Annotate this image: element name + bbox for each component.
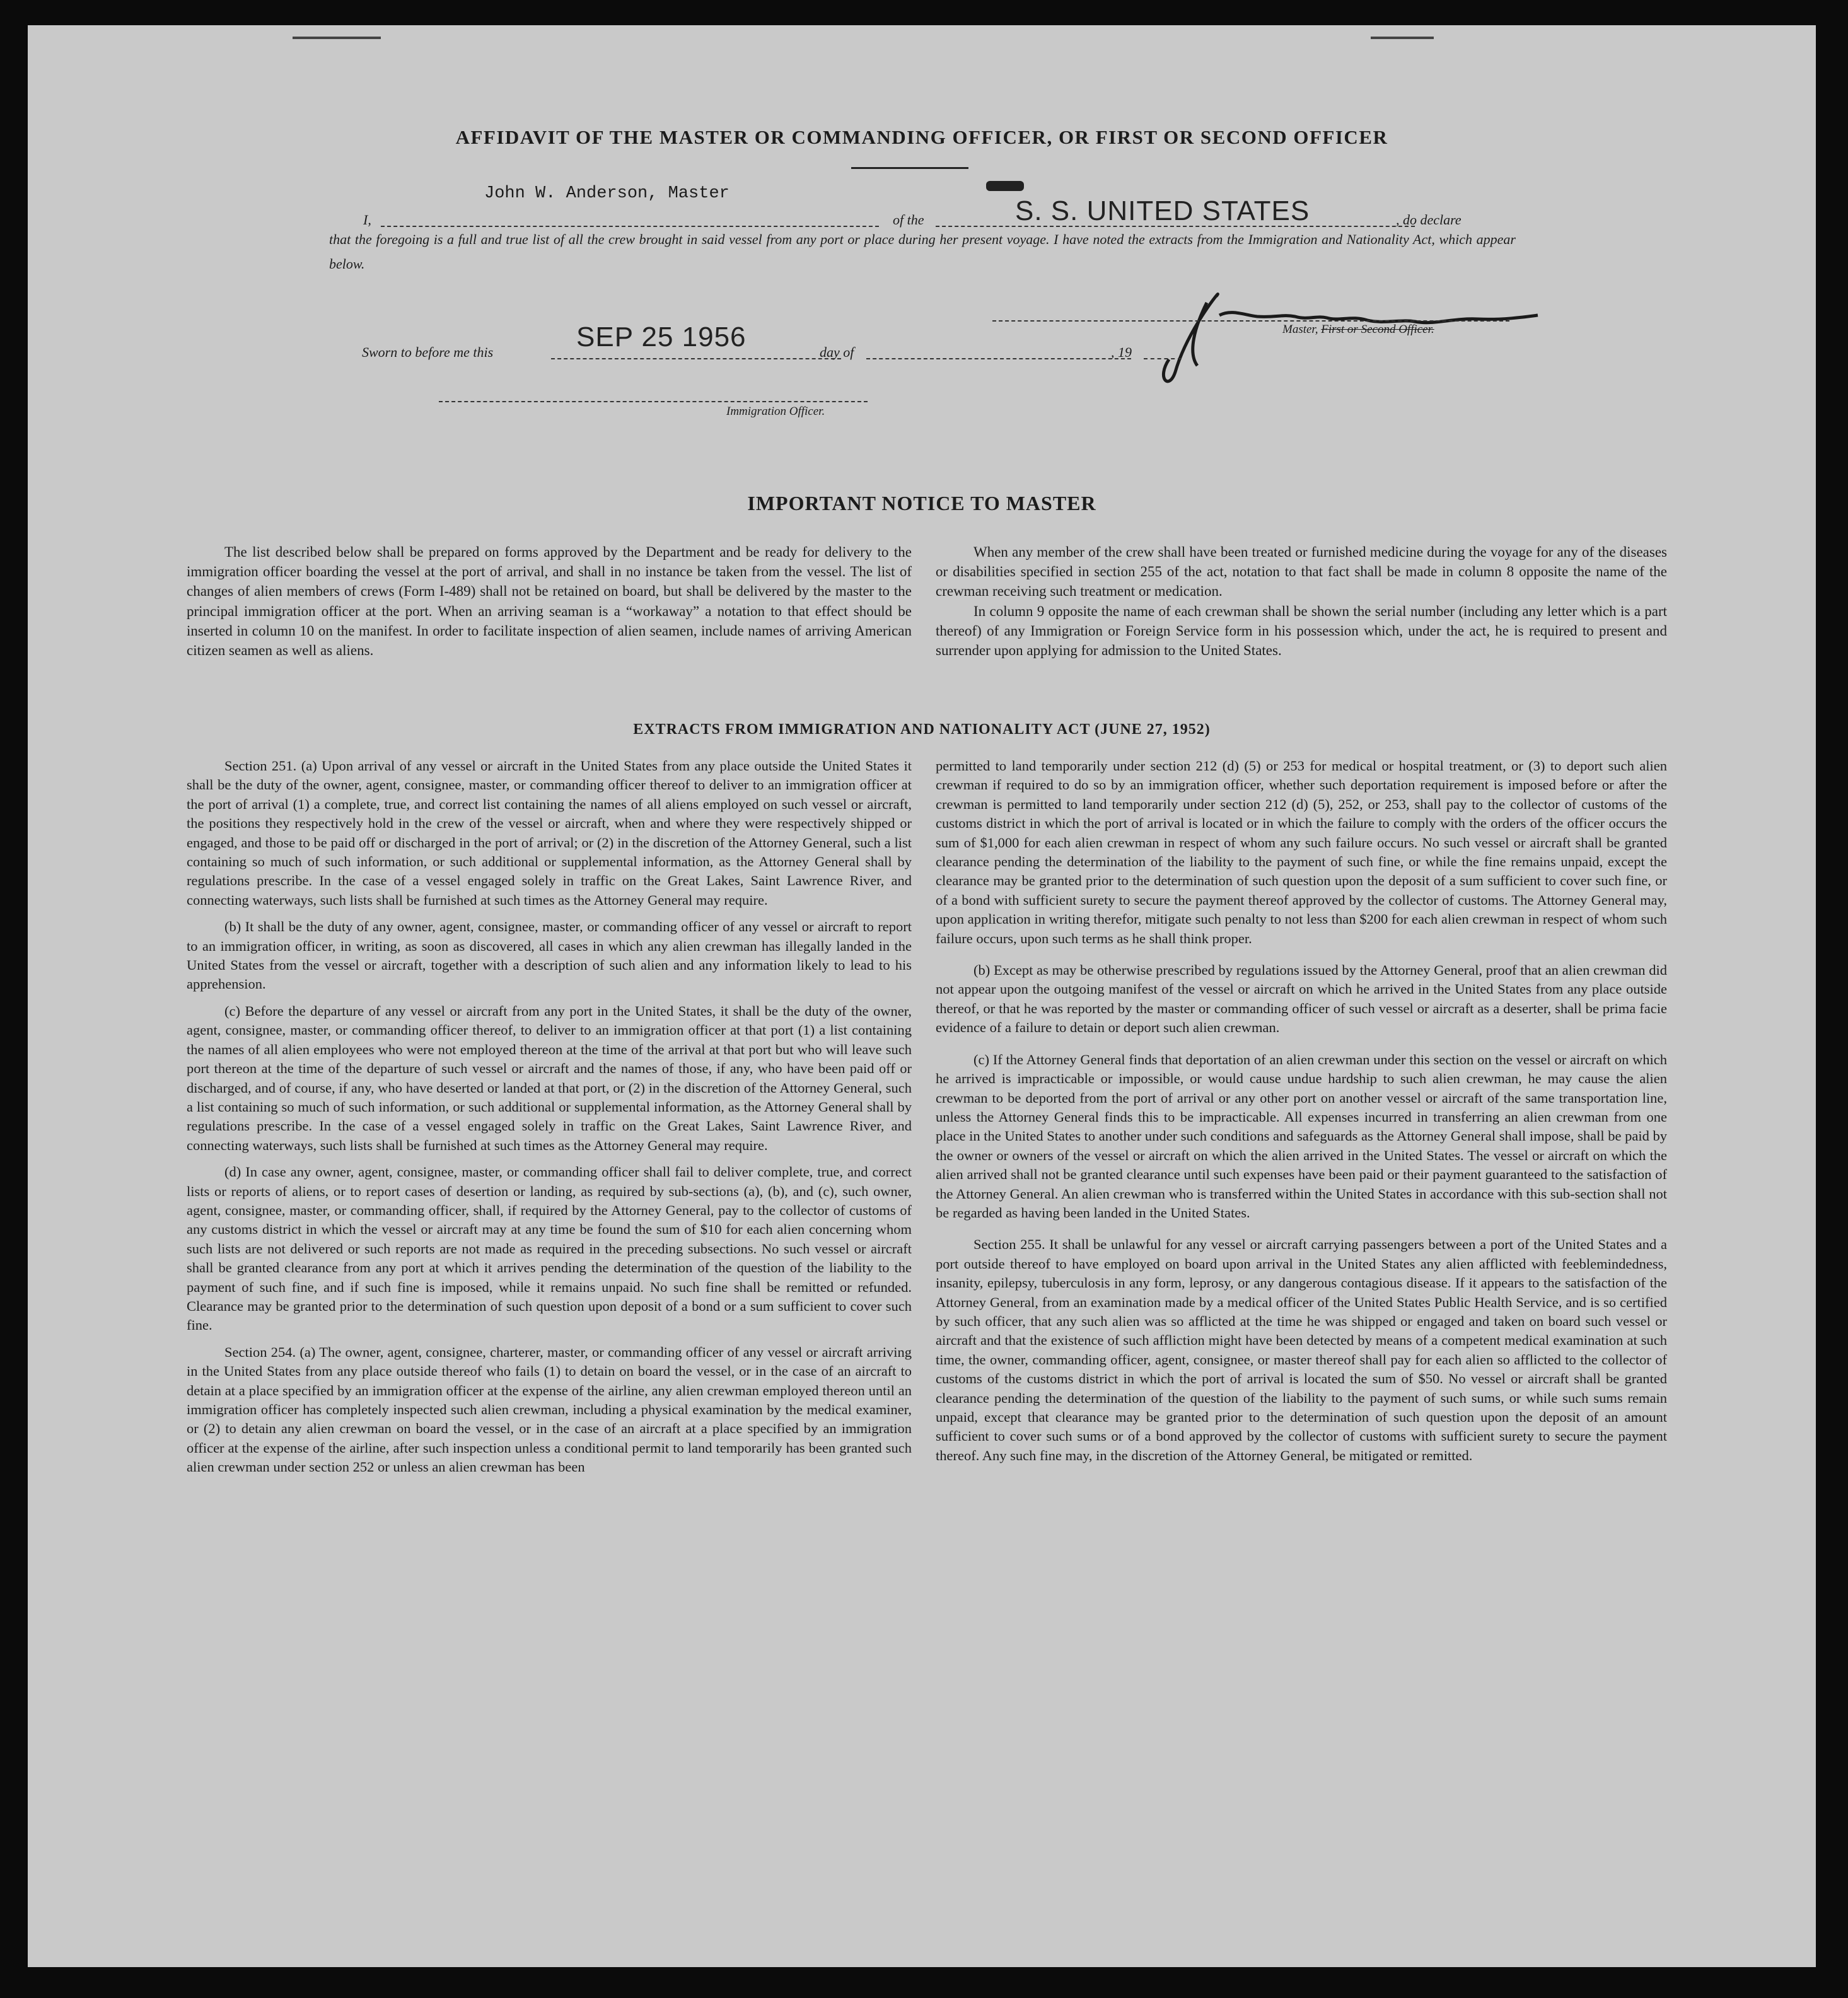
section-254b: (b) Except as may be otherwise prescribed by regulations issued by the Attorney General, proof that an alien crewman did not appear upon the outgoing manifest of the vessel or aircraft on which he arrived in the United States from any place outside thereof, or that he was reported by the master or commanding officer of such vessel or aircraft as a deserter, shall be prima facie evidence of a failure to detain or deport such alien crewman. — [936, 962, 1667, 1036]
section-255: Section 255. It shall be unlawful for any vessel or aircraft carrying passengers between a port of the United States and a port outside thereof to have employed on board upon arrival in the United States any alien afflicted with feeblemindedness, insanity, epilepsy, tuberculosis in any form, leprosy, or any dangerous contagious disease. If it appears to the satisfaction of the Attorney General, from an examination made by a medical officer of the United States Public Health Service, and is so certified by such officer, that any such alien was so afflicted at the time he was shipped or engaged and taken on board such vessel or aircraft and that the existence of such affliction might have been detected by means of a competent medical examination at such time, the owner, commanding officer, agent, consignee, or master thereof shall pay for each alien so afflicted to the collector of customs of the customs district in which the port of arrival is located the sum of $50. No vessel or aircraft shall be granted clearance pending the determination of the question of the liability to the payment of such sums, or while such sums remain unpaid, except that clearance may be granted prior to the determination of such question upon the deposit of an amount sufficient to cover such sums or of a bond approved by the collector of customs with sufficient surety to secure the payment thereof. Any such fine may, in the discretion of the Attorney General, be mitigated or remitted. — [936, 1236, 1667, 1463]
year-label: , 19 — [1111, 344, 1132, 360]
notice-paragraph: The list described below shall be prepared on forms approved by the Department and be ready for delivery to the immigration officer boarding the vessel at the port of arrival, and shall in no instance be taken from the vessel. The list of changes of alien members of crews (Form I-489) shall not be retained on board, but shall be delivered by the master to the principal immigration officer at the port. When an arriving seaman is a “workaway” a notation to that effect should be inserted in column 10 on the manifest. In order to facilitate inspection of alien seamen, include names of arriving American citizen seamen as well as aliens. — [187, 544, 912, 659]
sworn-date-line — [551, 358, 841, 359]
sworn-label: Sworn to before me this — [362, 344, 494, 360]
scan-artifact — [1371, 37, 1434, 39]
officer-signature-line — [439, 401, 868, 402]
day-of-label: day of — [820, 344, 854, 360]
section-254a: Section 254. (a) The owner, agent, consignee, charterer, master, or commanding officer of any vessel or aircraft arriving in the United States from any place outside thereof who fails (1) to detain on board the vessel, or in the case of an aircraft to detain at a place specified by an immigration officer at the expense of the airline, any alien crewman employed thereon until an immigration officer has completely inspected such alien crewman, including a physical examination by the medical examiner, or (2) to detain any alien crewman on board the vessel, or in the case of an aircraft at a place specified by an immigration officer at the expense of the airline, after such inspection unless a conditional permit to land temporarily has been granted such alien crewman under section 252 or unless an alien crewman has been — [187, 1344, 912, 1475]
notice-left-column — [187, 542, 912, 660]
immigration-officer-label: Immigration Officer. — [726, 405, 825, 418]
extracts-right-column — [936, 757, 1667, 1473]
notice-paragraph: In column 9 opposite the name of each crewman shall be shown the serial number (including any letter which is a part thereof) of any Immigration or Foreign Service form in his possession which, under the act, he is required to present and surrender upon applying for admission to the United States. — [936, 603, 1667, 659]
redaction-mark — [986, 181, 1024, 191]
typed-name: John W. Anderson, Master — [484, 184, 729, 203]
section-254a-continued: permitted to land temporarily under section 212 (d) (5) or 253 for medical or hospital treatment, or (3) to deport such alien crewman if required to do so by an immigration officer, whether such deportation requirement is imposed before or after the crewman is permitted to land temporarily under section 212 (d) (5), 252, or 253, shall pay to the collector of customs of the customs district in which the port of arrival is located or in which the failure to comply with the orders of the officer occurs the sum of $1,000 for each alien crewman in respect of whom any such failure occurs. No such vessel or aircraft shall be granted clearance pending the determination of the liability to the payment of such fine, or while the fine remains unpaid, except the clearance may be granted prior to the determination of such question upon the deposit of a sum sufficient to cover such fine, or of a bond with sufficient surety to secure the payment thereof approved by the collector of customs. The Attorney General may, upon application in writing therefor, mitigate such penalty to not less than $200 for each alien crewman in respect of whom such failure occurs, upon such terms as he shall think proper. — [936, 758, 1667, 946]
i-label: I, — [363, 212, 371, 228]
signature-line — [992, 320, 1509, 322]
date-stamp: SEP 25 1956 — [576, 322, 747, 352]
extracts-left-column — [187, 757, 912, 1485]
year-line — [1144, 358, 1182, 359]
do-declare-label: , do declare — [1396, 212, 1462, 228]
notice-paragraph: When any member of the crew shall have been treated or furnished medicine during the voyage for any of the diseases or disabilities specified in section 255 of the act, notation to that fact shall be made in column 8 opposite the name of the crewman receiving such treatment or medication. — [936, 544, 1667, 600]
affidavit-title: AFFIDAVIT OF THE MASTER OR COMMANDING OFFICER, OR FIRST OR SECOND OFFICER — [455, 126, 1388, 148]
scan-artifact — [293, 37, 381, 39]
vessel-stamp: S. S. UNITED STATES — [1015, 195, 1310, 226]
section-251b: (b) It shall be the duty of any owner, agent, consignee, master, or commanding officer of any vessel or aircraft to report to an immigration officer, in writing, as soon as discovered, all cases in which any alien crewman has illegally landed in the United States from the vessel or aircraft, together with a description of such alien and any information likely to lead to his apprehension. — [187, 919, 912, 992]
section-251d: (d) In case any owner, agent, consignee, master, or commanding officer shall fail to deliver complete, true, and correct lists or reports of aliens, or to report cases of desertion or landing, as required by sub-sections (a), (b), and (c), such owner, agent, consignee, master, or commanding officer, shall, if required by the Attorney General, pay to the collector of customs of any customs district in which the vessel or aircraft may at any time be found the sum of $10 for each alien concerning whom such lists are not delivered or such reports are not made as required in the preceding subsections. No such vessel or aircraft shall be granted clearance from any port at which it arrives pending the determination of the question of the liability to the payment of such fine, and if such fine is imposed, while it remains unpaid. No such fine shall be remitted or refunded. Clearance may be granted prior to the determination of such question upon deposit of a bond or a sum sufficient to cover such fine. — [187, 1164, 912, 1333]
of-the-label: of the — [893, 212, 924, 228]
document-page — [28, 25, 1816, 1967]
notice-title: IMPORTANT NOTICE TO MASTER — [747, 492, 1096, 514]
title-rule — [851, 167, 968, 169]
month-line — [866, 358, 1131, 359]
section-254c: (c) If the Attorney General finds that deportation of an alien crewman under this section on the vessel or aircraft on which he arrived is impracticable or impossible, or would cause undue hardship to such alien crewman, he may cause the alien crewman to be deported from the port of arrival or any other port on another vessel or aircraft of the same transportation line, unless the Attorney General finds this to be impracticable. All expenses incurred in transferring an alien crewman from one place in the United States to another under such conditions and safeguards as the Attorney General shall impose, shall be paid by the owner or owners of the vessel or aircraft on which the alien arrived in the United States. The vessel or aircraft on which the alien arrived shall not be granted clearance until such expenses have been paid or their payment guaranteed to the satisfaction of the Attorney General. An alien crewman who is transferred within the United States in accordance with this sub-section shall not be regarded as having been landed in the United States. — [936, 1051, 1667, 1221]
section-251c: (c) Before the departure of any vessel or aircraft from any port in the United States, it shall be the duty of the owner, agent, consignee, master, or commanding officer thereof, to deliver to an immigration officer at that port (1) a list containing the names of all alien employees who were not employed thereon at the time of the arrival at that port but who will leave such port thereon at the time of the departure of such vessel or aircraft and the names of those, if any, who have been paid off or discharged, and of course, if any, who have deserted or landed at that port, or (2) in the discretion of the Attorney General, such a list containing so much of such information, or such additional or supplemental information, as the Attorney General shall by regulations prescribe. In the case of a vessel engaged solely in traffic on the Great Lakes, Saint Lawrence River, and connecting waterways, such lists shall be furnished at such times as the Attorney General may require. — [187, 1002, 912, 1153]
declaration-text: that the foregoing is a full and true list of all the crew brought in said vessel from any port or place during her present voyage. I have noted the extracts from the Immigration and Nationality Act, which appear below. — [329, 231, 1516, 272]
notice-right-column — [936, 542, 1667, 660]
master-label: Master, First or Second Officer. — [1282, 323, 1434, 336]
extracts-title: EXTRACTS FROM IMMIGRATION AND NATIONALITY ACT (JUNE 27, 1952) — [633, 721, 1211, 738]
struck-officer-label: First or Second Officer. — [1321, 323, 1434, 336]
section-251a: Section 251. (a) Upon arrival of any vessel or aircraft in the United States from any place outside the United States it shall be the duty of the owner, agent, consignee, master, or commanding officer thereof to deliver to an immigration officer at the port of arrival (1) a complete, true, and correct list containing the names of all aliens employed on such vessel or aircraft, the positions they respectively hold in the crew of the vessel or aircraft, when and where they were respectively shipped or engaged, and those to be paid off or discharged in the port of arrival; or (2) in the discretion of the Attorney General, such a list containing so much of such information, or such additional or supplemental information, as the Attorney General shall by regulations prescribe. In the case of a vessel engaged solely in traffic on the Great Lakes, Saint Lawrence River, and connecting waterways, such lists shall be furnished at such times as the Attorney General may require. — [187, 758, 912, 908]
